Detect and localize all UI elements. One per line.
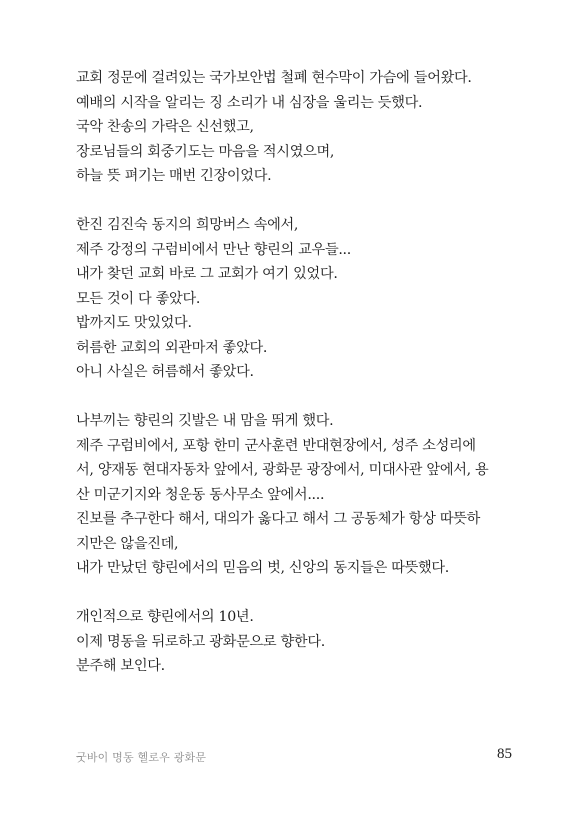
text-line: 내가 만났던 향린에서의 믿음의 벗, 신앙의 동지들은 따뜻했다.: [76, 560, 450, 576]
paragraph-gap: [76, 581, 512, 606]
text-line: 제주 구럼비에서, 포항 한미 군사훈련 반대현장에서, 성주 소성리에: [76, 437, 476, 454]
text-line: 장로님들의 회중기도는 마음을 적시였으며,: [76, 143, 335, 160]
paragraph-gap: [76, 189, 512, 214]
text-line: 진보를 추구한다 해서, 대의가 옳다고 해서 그 공동체가 항상 따뜻하: [76, 511, 481, 527]
text-line: 하늘 뜻 펴기는 매번 긴장이었다.: [76, 168, 272, 184]
text-line: 나부끼는 향린의 깃발은 내 맘을 뛰게 했다.: [76, 413, 334, 429]
body-text: [76, 66, 512, 679]
text-line: 개인적으로 향린에서의 10년.: [76, 609, 254, 625]
text-line: 제주 강정의 구럼비에서 만난 향린의 교우들...: [76, 241, 351, 258]
text-line: 아니 사실은 허름해서 좋았다.: [76, 364, 254, 380]
text-line: 교회 정문에 걸려있는 국가보안법 철폐 현수막이 가슴에 들어왔다.: [76, 70, 472, 86]
text-line: 모든 것이 다 좋았다.: [76, 290, 201, 307]
text-line: 국악 찬송의 가락은 신선했고,: [76, 119, 254, 135]
page-footer: [76, 746, 512, 766]
text-line: 예배의 시작을 알리는 징 소리가 내 심장을 울리는 듯했다.: [76, 94, 423, 111]
running-footer-title: 굿바이 명동 헬로우 광화문: [76, 751, 207, 764]
text-line: 이제 명동을 뒤로하고 광화문으로 향한다.: [76, 633, 325, 650]
text-line: 서, 양재동 현대자동차 앞에서, 광화문 광장에서, 미대사관 앞에서, 용: [76, 462, 489, 478]
text-line: 분주해 보인다.: [76, 658, 165, 674]
text-line: 지만은 않을진데,: [76, 535, 179, 552]
page-number: 85: [497, 746, 512, 762]
text-line: 내가 찾던 교회 바로 그 교회가 여기 있었다.: [76, 266, 338, 282]
paragraph-gap: [76, 385, 512, 410]
text-line: 밥까지도 맛있었다.: [76, 315, 192, 331]
text-line: 허름한 교회의 외관마저 좋았다.: [76, 339, 268, 356]
text-line: 한진 김진숙 동지의 희망버스 속에서,: [76, 217, 299, 233]
text-line: 산 미군기지와 청운동 동사무소 앞에서....: [76, 486, 325, 503]
